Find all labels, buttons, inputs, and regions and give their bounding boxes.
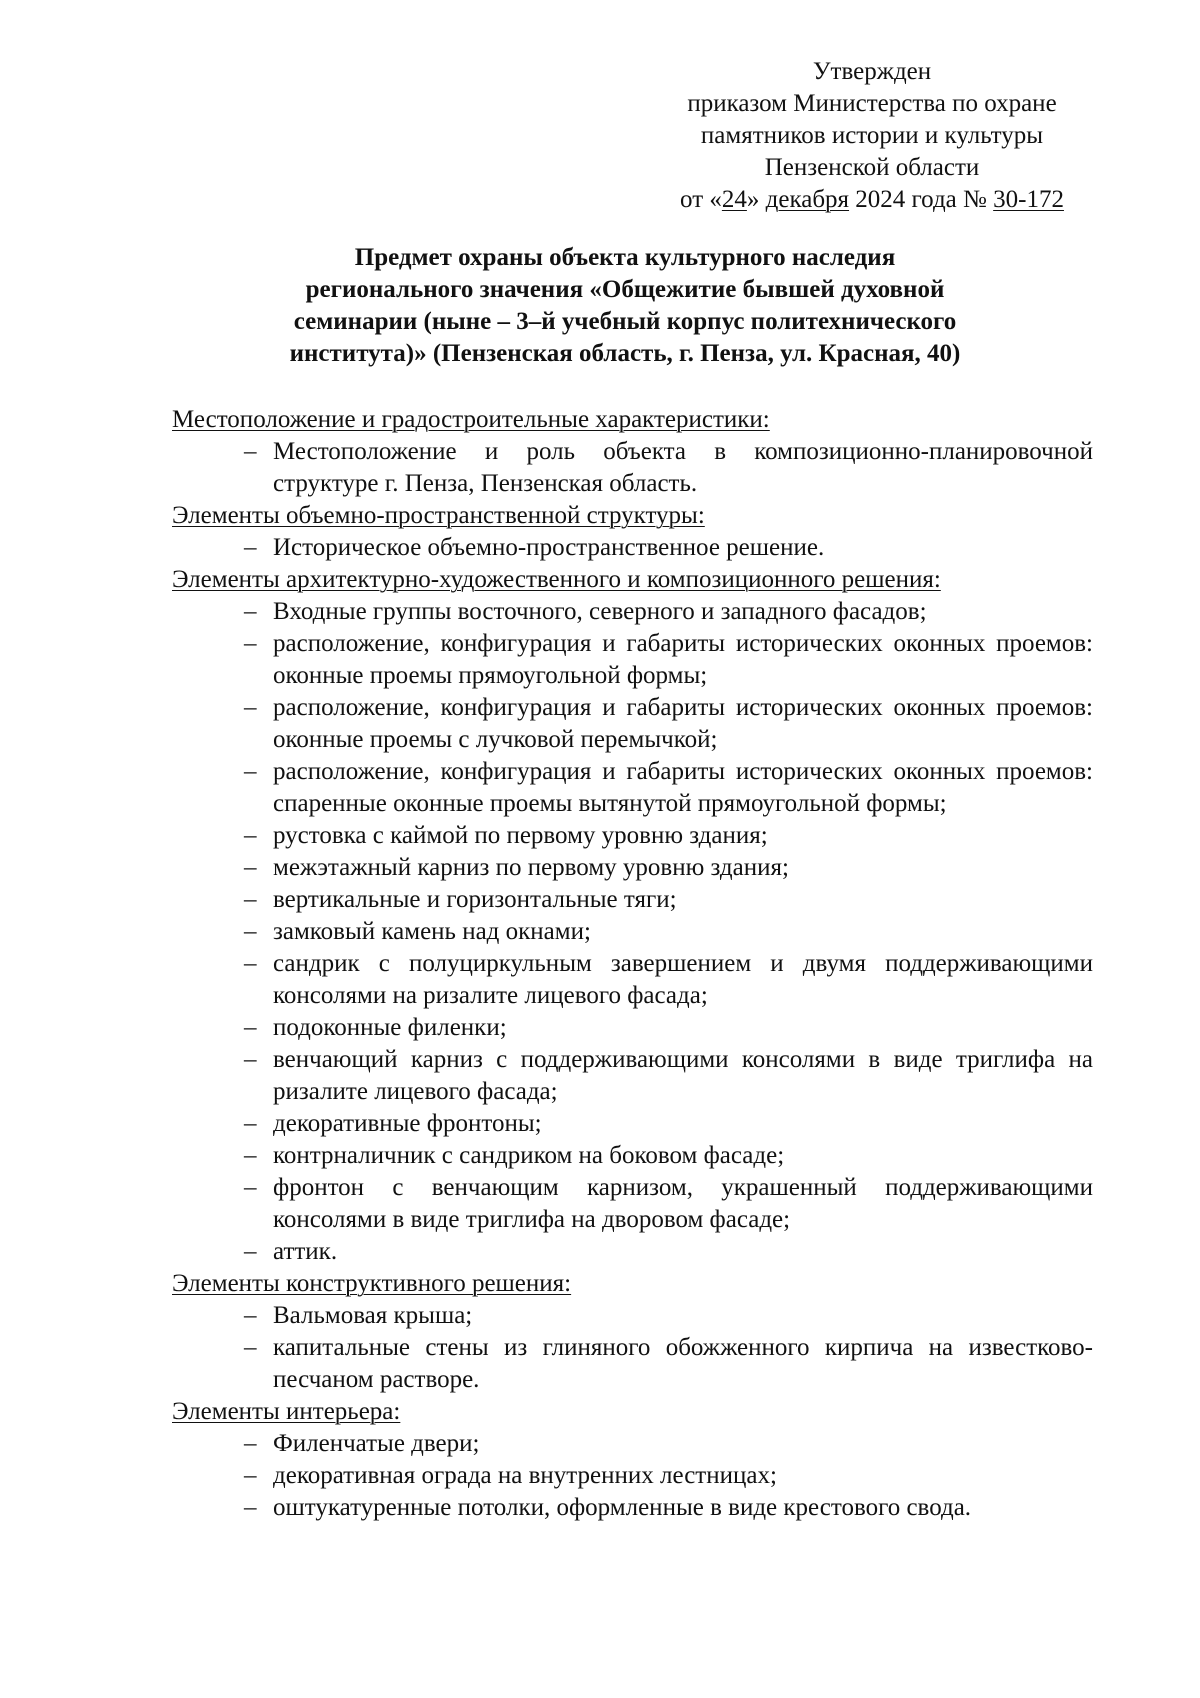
approval-date-prefix: от « [680,186,722,213]
list-item [172,596,1093,628]
approval-line-region: Пензенской области [764,154,980,181]
section-heading [172,564,1093,596]
list-item [172,1140,1093,1172]
list-item [172,1172,1093,1236]
dash-bullet: – [244,630,257,657]
approval-block [652,56,1092,216]
list-item [172,1044,1093,1108]
document-content [172,404,1093,1524]
list-item [172,852,1093,884]
dash-bullet: – [244,438,257,465]
approval-day-close: » [746,186,766,213]
list-item-text: декоративная ограда на внутренних лестницах; [273,1462,777,1489]
dash-bullet: – [244,1046,257,1073]
list-item-text: Историческое объемно-пространственное решение. [273,534,825,561]
dash-bullet: – [244,1142,257,1169]
list-item-text: венчающий карниз с поддерживающими консолями в виде триглифа на ризалите лицевого фасада; [273,1046,1093,1105]
list-item [172,1236,1093,1268]
document-title [160,242,1090,370]
section-item-list [172,1428,1093,1524]
section-heading [172,404,1093,436]
list-item-text: расположение, конфигурация и габариты исторических оконных проемов: оконные проемы с лучковой перемычкой; [273,694,1093,753]
section-item-list [172,1300,1093,1396]
dash-bullet: – [244,694,257,721]
section-heading-text: Элементы объемно-пространственной структуры: [172,502,705,529]
dash-bullet: – [244,1110,257,1137]
approval-year-text: 2024 года № [849,186,994,213]
list-item [172,436,1093,500]
dash-bullet: – [244,1494,257,1521]
list-item [172,1300,1093,1332]
title-line-2: регионального значения «Общежитие бывшей духовной [305,276,945,303]
section-heading-text: Местоположение и градостроительные характеристики: [172,406,770,433]
list-item [172,916,1093,948]
list-item [172,1012,1093,1044]
list-item-text: декоративные фронтоны; [273,1110,542,1137]
dash-bullet: – [244,822,257,849]
approval-line-approved: Утвержден [812,58,932,85]
section-heading-text: Элементы конструктивного решения: [172,1270,572,1297]
list-item-text: вертикальные и горизонтальные тяги; [273,886,677,913]
list-item-text: рустовка с каймой по первому уровню здания; [273,822,768,849]
list-item-text: аттик. [273,1238,338,1265]
list-item-text: Филенчатые двери; [273,1430,480,1457]
dash-bullet: – [244,534,257,561]
dash-bullet: – [244,1174,257,1201]
approval-line-monuments: памятников истории и культуры [700,122,1044,149]
list-item-text: расположение, конфигурация и габариты исторических оконных проемов: спаренные оконные проемы вытянутой прямоугольной формы; [273,758,1093,817]
section-heading-text: Элементы интерьера: [172,1398,401,1425]
section-item-list [172,532,1093,564]
list-item [172,1108,1093,1140]
list-item [172,756,1093,820]
approval-month: декабря [765,186,850,213]
dash-bullet: – [244,1302,257,1329]
dash-bullet: – [244,1238,257,1265]
list-item-text: Местоположение и роль объекта в композиционно-планировочной структуре г. Пенза, Пензенская область. [273,438,1093,497]
dash-bullet: – [244,1462,257,1489]
list-item [172,1492,1093,1524]
list-item-text: фронтон с венчающим карнизом, украшенный поддерживающими консолями в виде триглифа на дворовом фасаде; [273,1174,1093,1233]
list-item-text: подоконные филенки; [273,1014,507,1041]
approval-line-order: приказом Министерства по охране [687,90,1057,117]
title-line-1: Предмет охраны объекта культурного наследия [354,244,896,271]
section-heading [172,1396,1093,1428]
dash-bullet: – [244,598,257,625]
list-item [172,1332,1093,1396]
list-item-text: Вальмовая крыша; [273,1302,473,1329]
list-item [172,692,1093,756]
dash-bullet: – [244,758,257,785]
list-item [172,1460,1093,1492]
list-item-text: сандрик с полуциркульным завершением и двумя поддерживающими консолями на ризалите лицевого фасада; [273,950,1093,1009]
list-item-text: капитальные стены из глиняного обожженного кирпича на известково-песчаном растворе. [273,1334,1093,1393]
title-line-4: института)» (Пензенская область, г. Пенза, ул. Красная, 40) [289,340,961,367]
list-item-text: межэтажный карниз по первому уровню здания; [273,854,789,881]
dash-bullet: – [244,1014,257,1041]
list-item-text: контрналичник с сандриком на боковом фасаде; [273,1142,785,1169]
list-item-text: расположение, конфигурация и габариты исторических оконных проемов: оконные проемы прямоугольной формы; [273,630,1093,689]
dash-bullet: – [244,918,257,945]
section-heading [172,1268,1093,1300]
section-item-list [172,436,1093,500]
dash-bullet: – [244,886,257,913]
section-heading [172,500,1093,532]
list-item [172,884,1093,916]
list-item [172,532,1093,564]
approval-date-line [652,184,1092,216]
approval-day: 24 [721,186,747,213]
dash-bullet: – [244,1430,257,1457]
dash-bullet: – [244,1334,257,1361]
list-item-text: замковый камень над окнами; [273,918,591,945]
list-item [172,1428,1093,1460]
approval-order-number: 30-172 [993,186,1064,213]
section-heading-text: Элементы архитектурно-художественного и композиционного решения: [172,566,941,593]
list-item-text: оштукатуренные потолки, оформленные в виде крестового свода. [273,1494,972,1521]
list-item-text: Входные группы восточного, северного и западного фасадов; [273,598,927,625]
dash-bullet: – [244,950,257,977]
dash-bullet: – [244,854,257,881]
title-line-3: семинарии (ныне – 3–й учебный корпус политехнического [293,308,957,335]
list-item [172,820,1093,852]
section-item-list [172,596,1093,1268]
list-item [172,948,1093,1012]
list-item [172,628,1093,692]
